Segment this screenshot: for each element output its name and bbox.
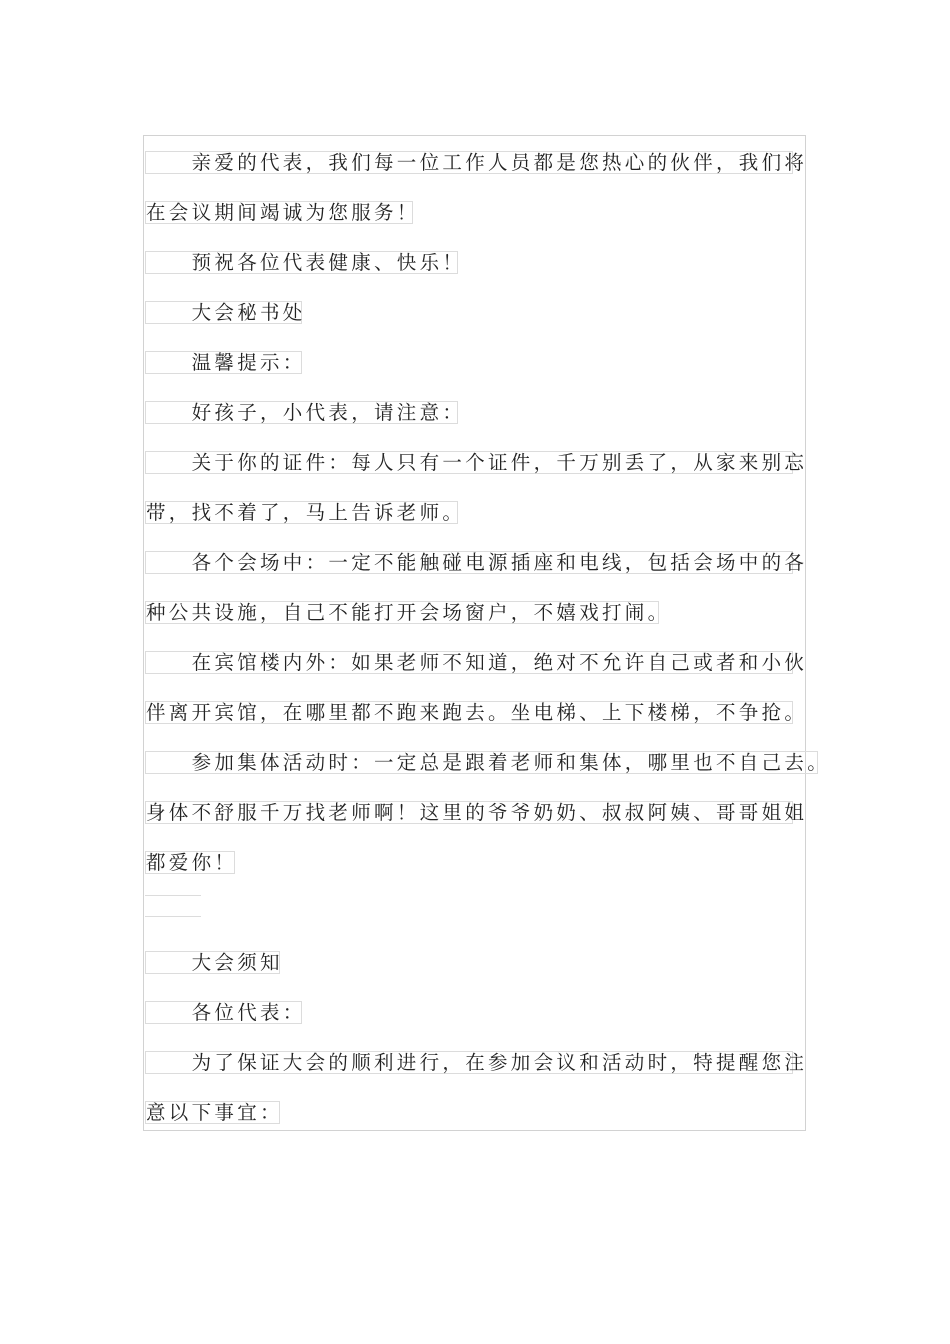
text-line: [145, 587, 845, 637]
paragraph-line-11: 在宾馆楼内外：如果老师不知道，绝对不允许自己或者和小伙: [146, 651, 808, 674]
paragraph-line-7: 关于你的证件：每人只有一个证件，千万别丢了，从家来别忘: [146, 451, 808, 474]
paragraph-line-2: 在会议期间竭诚为您服务！: [146, 201, 420, 224]
text-line: [145, 837, 845, 887]
paragraph-line-10: 种公共设施，自己不能打开会场窗户，不嬉戏打闹。: [146, 601, 671, 624]
text-line: [145, 387, 845, 437]
text-line: [145, 187, 845, 237]
paragraph-line-5: 温馨提示：: [146, 351, 306, 374]
text-line: [145, 437, 845, 487]
text-line: [145, 237, 845, 287]
text-line: [145, 487, 845, 537]
blank-line: [145, 887, 845, 937]
paragraph-line-1: 亲爱的代表，我们每一位工作人员都是您热心的伙伴，我们将: [146, 151, 808, 174]
text-line: [145, 537, 845, 587]
paragraph-line-4: 大会秘书处: [146, 301, 306, 324]
text-line: [145, 987, 845, 1037]
text-line: [145, 287, 845, 337]
paragraph-line-8: 带，找不着了，马上告诉老师。: [146, 501, 466, 524]
paragraph-line-18: 各位代表：: [146, 1001, 306, 1024]
text-line: [145, 937, 845, 987]
text-line: [145, 787, 845, 837]
paragraph-line-6: 好孩子，小代表，请注意：: [146, 401, 466, 424]
paragraph-line-12: 伴离开宾馆，在哪里都不跑来跑去。坐电梯、上下楼梯，不争抢。: [146, 701, 808, 724]
paragraph-line-13: 参加集体活动时：一定总是跟着老师和集体，哪里也不自己去。: [146, 751, 831, 774]
document-body: [145, 137, 845, 1137]
text-line: [145, 1087, 845, 1137]
paragraph-line-20: 意以下事宜：: [146, 1101, 283, 1124]
paragraph-line-17: 大会须知: [146, 951, 283, 974]
text-line: [145, 1037, 845, 1087]
text-line: [145, 337, 845, 387]
empty-paragraph: [145, 895, 201, 917]
text-line: [145, 687, 845, 737]
paragraph-line-15: 都爱你！: [146, 851, 238, 874]
text-line: [145, 137, 845, 187]
text-line: [145, 637, 845, 687]
paragraph-line-9: 各个会场中：一定不能触碰电源插座和电线，包括会场中的各: [146, 551, 808, 574]
paragraph-line-3: 预祝各位代表健康、快乐！: [146, 251, 466, 274]
text-line: [145, 737, 845, 787]
paragraph-line-19: 为了保证大会的顺利进行，在参加会议和活动时，特提醒您注: [146, 1051, 808, 1074]
paragraph-line-14: 身体不舒服千万找老师啊！这里的爷爷奶奶、叔叔阿姨、哥哥姐姐: [146, 801, 808, 824]
